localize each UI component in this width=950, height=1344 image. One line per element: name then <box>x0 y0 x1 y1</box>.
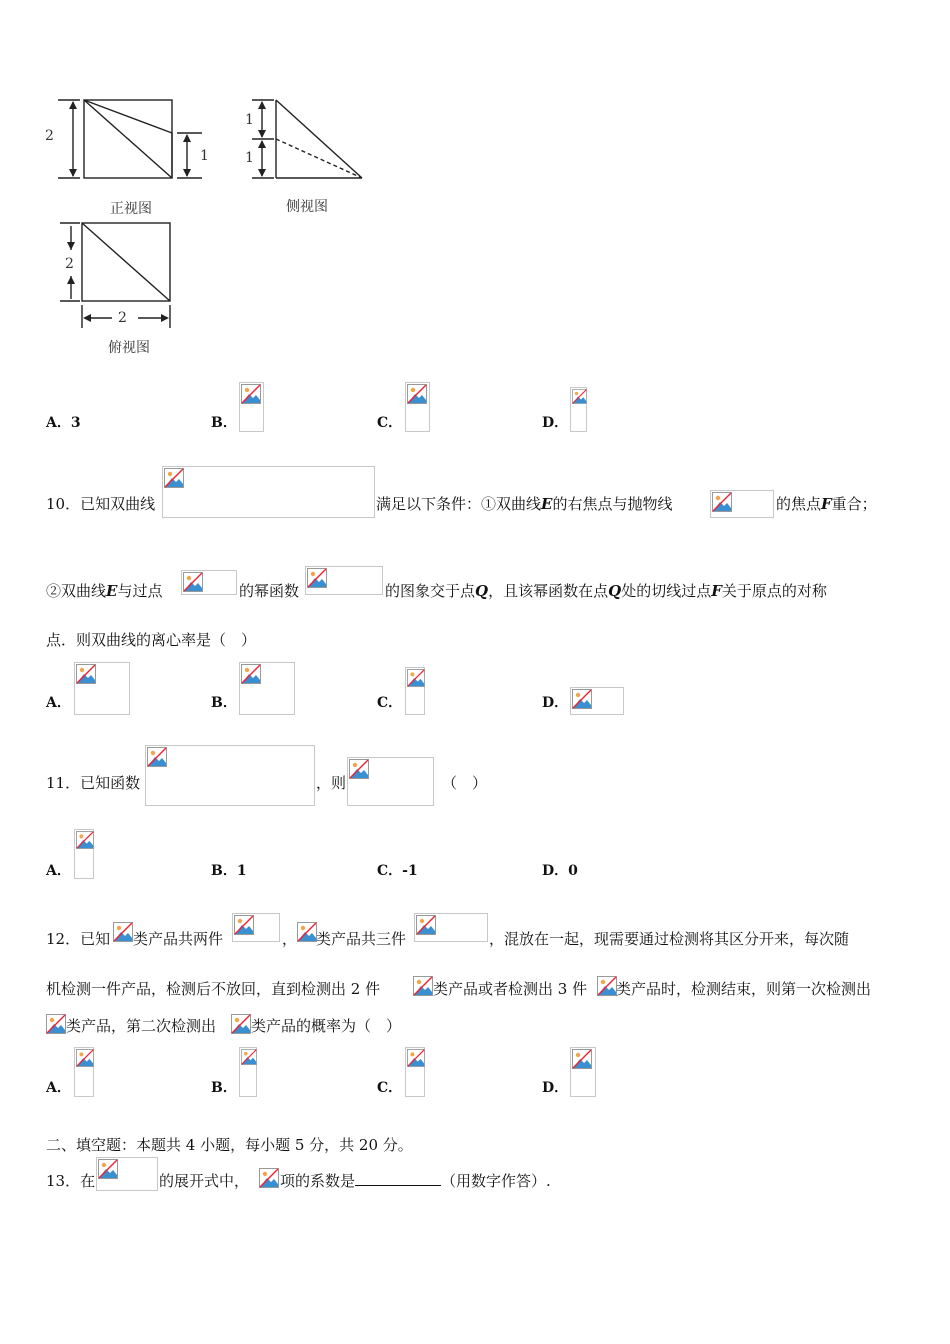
q12-line-1d: 类产品共三件 <box>316 930 407 948</box>
q10-parabola-image <box>710 490 774 518</box>
q10-option-d: D． <box>542 695 569 711</box>
q12-type-a-symbol-3 <box>46 1014 66 1034</box>
q12-type-b-symbol-3 <box>231 1014 251 1034</box>
q10-line-1b: 满足以下条件：①双曲线E的右焦点与抛物线 <box>376 495 673 513</box>
q12-option-c-image <box>405 1047 425 1097</box>
side-dim-top: 1 <box>245 112 254 128</box>
q12-type-b-set-image <box>414 913 488 942</box>
front-view-label: 正视图 <box>110 201 152 217</box>
q10-line-2b: 的幂函数 <box>239 582 300 600</box>
q11-option-c: C．-1 <box>377 863 418 879</box>
q13-term-image <box>259 1168 279 1190</box>
q10-option-b: B． <box>211 695 237 711</box>
q10-option-a: A． <box>46 695 71 711</box>
section-2-heading: 二、填空题：本题共 4 小题，每小题 5 分，共 20 分。 <box>46 1136 413 1154</box>
q12-line-1b: 类产品共两件 <box>133 930 224 948</box>
q13-binomial-image <box>96 1157 158 1191</box>
q13-answer-blank[interactable] <box>355 1171 441 1186</box>
q10-hyperbola-eq-image <box>162 466 375 518</box>
q10-line-3: 点．则双曲线的离心率是（ ） <box>46 631 257 649</box>
side-dim-bottom: 1 <box>245 150 254 166</box>
q12-option-a: A． <box>46 1080 71 1096</box>
q10-point-image <box>181 570 237 595</box>
q12-option-d-image <box>570 1047 596 1097</box>
q10-option-b-image <box>239 662 295 715</box>
q12-line-2a: 机检测一件产品，检测后不放回，直到检测出 2 件 <box>46 980 381 998</box>
q9-option-c-image <box>405 382 430 432</box>
q10-line-1: 10．已知双曲线 <box>46 495 156 513</box>
q12-type-a-symbol-1 <box>113 922 133 942</box>
q11-option-a: A． <box>46 863 71 879</box>
q9-option-b-image <box>239 382 264 432</box>
q12-option-a-image <box>74 1047 94 1097</box>
q12-type-b-symbol-1 <box>297 922 317 942</box>
q10-line-2a: ②双曲线E与过点 <box>46 582 163 600</box>
q12-line-1c: ， <box>282 930 298 948</box>
q10-power-function-image <box>305 566 383 595</box>
q10-option-c: C． <box>377 695 403 711</box>
q10-option-c-image <box>405 667 425 715</box>
front-dim-left: 2 <box>45 128 54 144</box>
top-dim-bottom: 2 <box>118 310 127 326</box>
q10-line-1c: 的焦点F重合； <box>776 495 877 513</box>
top-dim-left: 2 <box>65 256 74 272</box>
q11-line-1a: 11．已知函数 <box>46 774 141 792</box>
q11-line-1b: ，则 <box>316 774 347 792</box>
q12-option-c: C． <box>377 1080 403 1096</box>
q10-option-d-image <box>570 687 624 715</box>
q10-line-2c: 的图象交于点Q，且该幂函数在点Q处的切线过点F关于原点的对称 <box>385 582 827 600</box>
q11-line-1c: （ ） <box>442 774 488 792</box>
front-dim-right: 1 <box>200 148 209 164</box>
q12-line-2b: 类产品或者检测出 3 件 <box>433 980 588 998</box>
q9-option-b: B． <box>211 415 237 431</box>
q9-option-a: A．3 <box>46 415 81 431</box>
q12-line-2c: 类产品时，检测结束，则第一次检测出 <box>616 980 872 998</box>
top-view-label: 俯视图 <box>108 340 150 356</box>
q12-line-1a: 12．已知 <box>46 930 111 948</box>
q12-line-3b: 类产品的概率为（ ） <box>251 1017 402 1035</box>
q11-function-image <box>145 745 315 806</box>
side-view-label: 侧视图 <box>286 199 328 215</box>
q13-line-1b: 的展开式中， <box>159 1172 250 1190</box>
q9-option-d: D． <box>542 415 569 431</box>
q12-type-b-symbol-2 <box>597 976 617 996</box>
q13-line-1a: 13．在 <box>46 1172 96 1190</box>
q12-line-3a: 类产品，第二次检测出 <box>66 1017 217 1035</box>
q11-expression-image <box>347 757 434 806</box>
q12-option-b: B． <box>211 1080 237 1096</box>
q12-type-a-set-image <box>232 913 280 942</box>
q12-option-d: D． <box>542 1080 569 1096</box>
q12-option-b-image <box>239 1047 257 1097</box>
three-view-figure <box>40 90 380 360</box>
q9-option-d-image <box>570 387 587 432</box>
q10-option-a-image <box>74 662 130 715</box>
q11-option-a-image <box>74 829 94 879</box>
q13-line-1c: 项的系数是 （用数字作答）. <box>280 1172 551 1190</box>
q11-option-b: B．1 <box>211 863 247 879</box>
q12-line-1e: ，混放在一起，现需要通过检测将其区分开来，每次随 <box>489 930 850 948</box>
q12-type-a-symbol-2 <box>413 976 433 996</box>
q9-option-c: C． <box>377 415 403 431</box>
q11-option-d: D．0 <box>542 863 578 879</box>
